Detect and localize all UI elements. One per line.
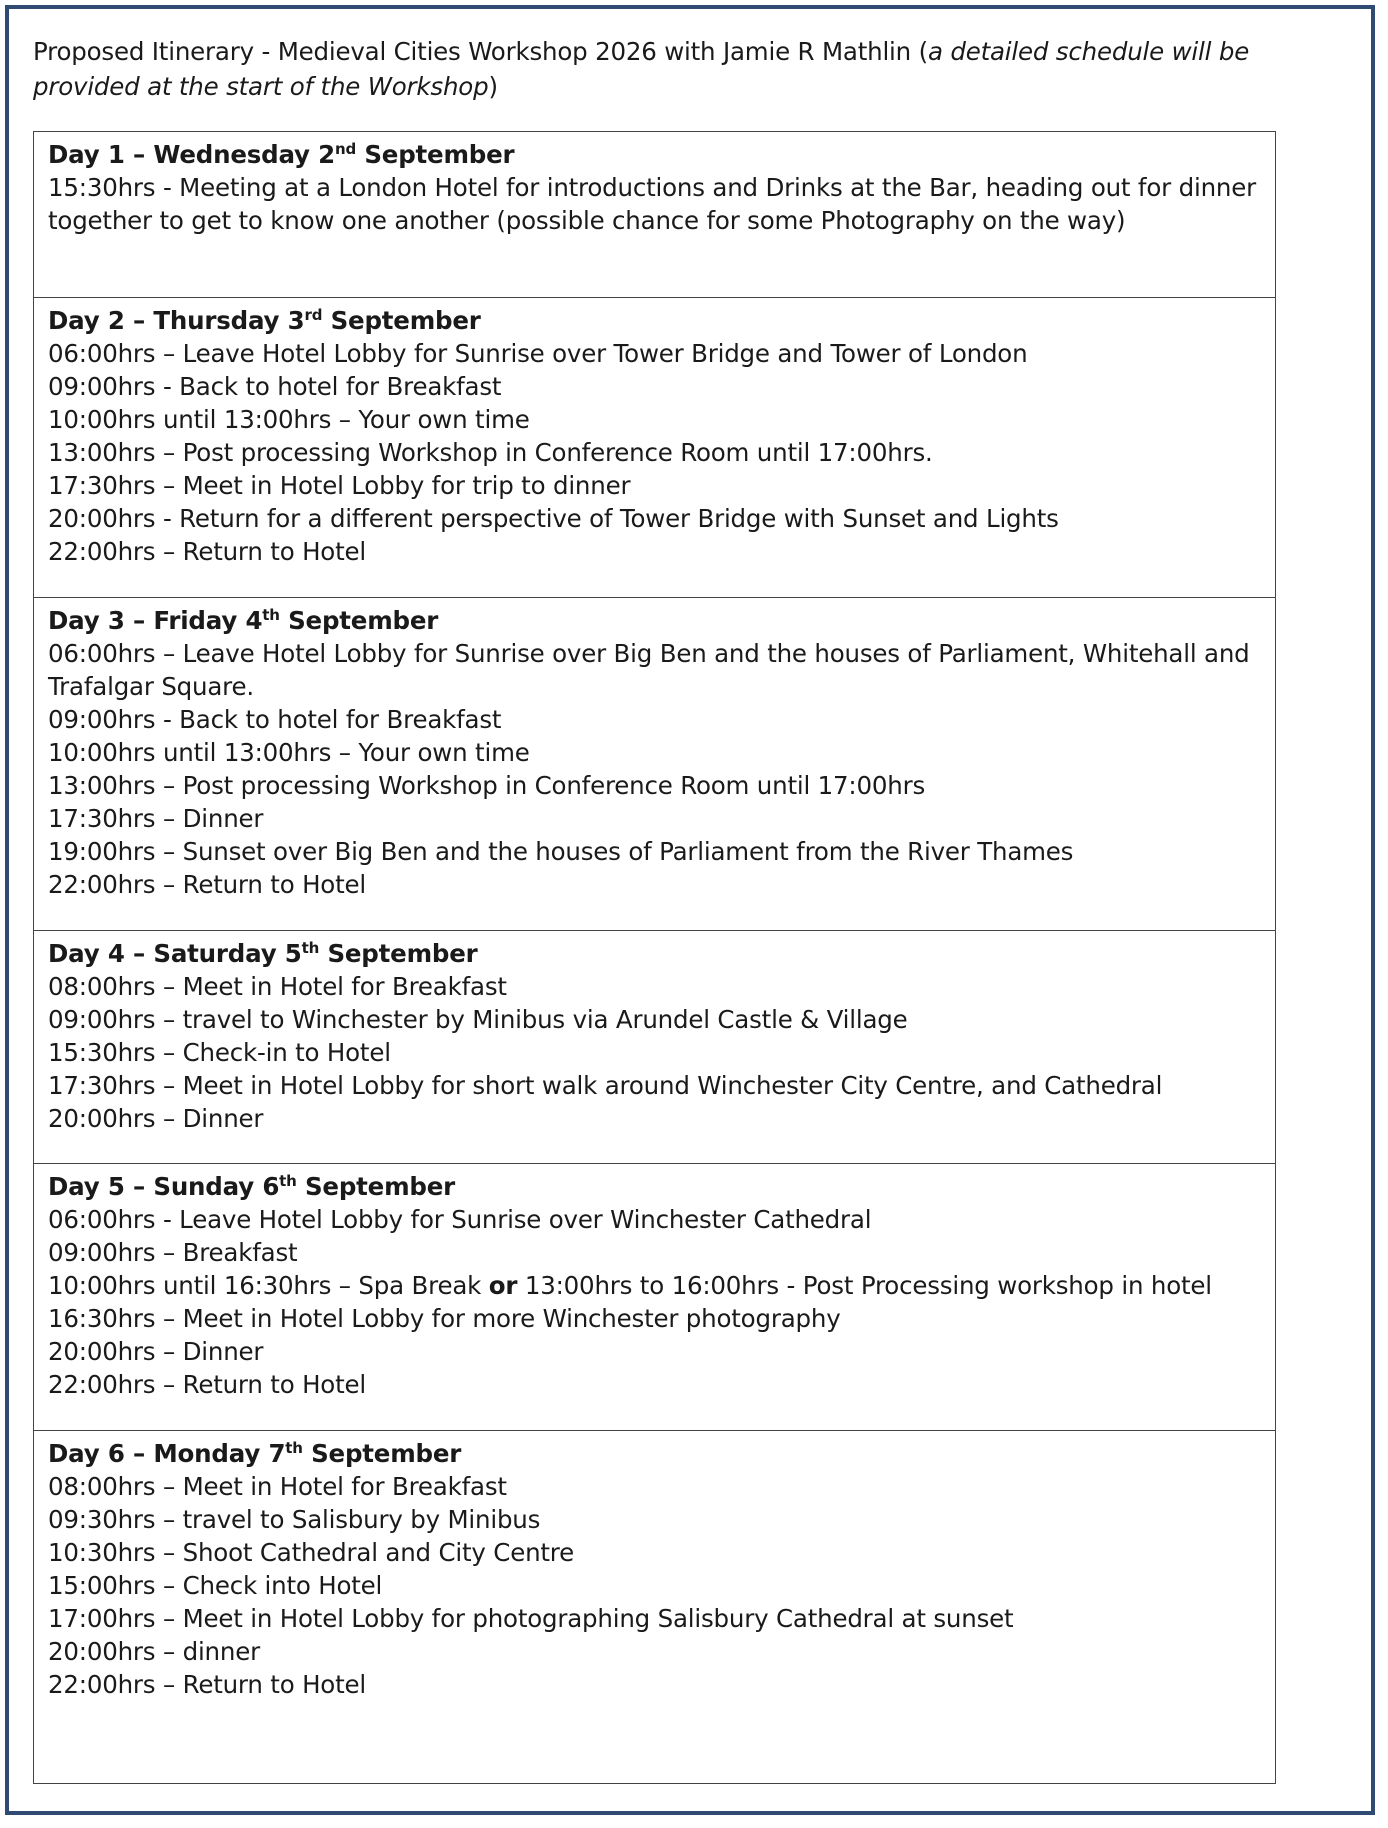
schedule-item: 17:30hrs – Meet in Hotel Lobby for short walk around Winchester City Centre, and Cathedral xyxy=(48,1071,1163,1100)
schedule-item: 22:00hrs – Return to Hotel xyxy=(48,1670,366,1699)
schedule-item: 22:00hrs – Return to Hotel xyxy=(48,537,366,566)
day-title: Day 1 – Wednesday 2nd September xyxy=(48,139,515,169)
intro-main: Proposed Itinerary - Medieval Cities Workshop 2026 with Jamie R Mathlin ( xyxy=(33,37,928,66)
schedule-item: 20:00hrs - Return for a different perspective of Tower Bridge with Sunset and Lights xyxy=(48,504,1059,533)
schedule-item: 17:30hrs – Meet in Hotel Lobby for trip to dinner xyxy=(48,471,631,500)
day-title: Day 3 – Friday 4th September xyxy=(48,605,439,635)
day-block-4 xyxy=(34,931,1275,1164)
intro-note: a detailed schedule will be provided at the start of the Workshop xyxy=(33,37,1250,101)
schedule-item: 13:00hrs – Post processing Workshop in Conference Room until 17:00hrs xyxy=(48,771,926,800)
day-title: Day 6 – Monday 7th September xyxy=(48,1438,462,1468)
day-title: Day 4 – Saturday 5th September xyxy=(48,938,478,968)
schedule-item: 20:00hrs – Dinner xyxy=(48,1104,264,1133)
day-block-1 xyxy=(34,132,1275,298)
schedule-item: 22:00hrs – Return to Hotel xyxy=(48,1370,366,1399)
schedule-item: 20:00hrs – dinner xyxy=(48,1637,260,1666)
schedule-item: 08:00hrs – Meet in Hotel for Breakfast xyxy=(48,1472,507,1501)
schedule-item: 09:00hrs - Back to hotel for Breakfast xyxy=(48,372,502,401)
schedule-item: 10:00hrs until 13:00hrs – Your own time xyxy=(48,405,530,434)
schedule-item: 19:00hrs – Sunset over Big Ben and the houses of Parliament from the River Thames xyxy=(48,837,1074,866)
schedule-item: 09:00hrs – Breakfast xyxy=(48,1238,298,1267)
schedule-item: 17:00hrs – Meet in Hotel Lobby for photographing Salisbury Cathedral at sunset xyxy=(48,1604,1014,1633)
schedule-item: 06:00hrs - Leave Hotel Lobby for Sunrise over Winchester Cathedral xyxy=(48,1205,872,1234)
day-block-6 xyxy=(34,1431,1275,1785)
day-title: Day 2 – Thursday 3rd September xyxy=(48,305,481,335)
day-title: Day 5 – Sunday 6th September xyxy=(48,1171,456,1201)
intro-paragraph xyxy=(33,34,1333,104)
schedule-item: 10:00hrs until 16:30hrs – Spa Break or 13:00hrs to 16:00hrs - Post Processing workshop in hotel xyxy=(48,1271,1212,1300)
schedule-item: 09:30hrs – travel to Salisbury by Minibus xyxy=(48,1505,541,1534)
day-block-3 xyxy=(34,598,1275,931)
itinerary-table xyxy=(33,131,1276,1784)
schedule-item: 15:30hrs – Check-in to Hotel xyxy=(48,1038,391,1067)
schedule-item: 10:00hrs until 13:00hrs – Your own time xyxy=(48,738,530,767)
schedule-item: 10:30hrs – Shoot Cathedral and City Centre xyxy=(48,1538,575,1567)
schedule-item: 06:00hrs – Leave Hotel Lobby for Sunrise over Tower Bridge and Tower of London xyxy=(48,339,1028,368)
or-emphasis: or xyxy=(488,1271,518,1300)
schedule-item: 08:00hrs – Meet in Hotel for Breakfast xyxy=(48,972,507,1001)
schedule-item: 17:30hrs – Dinner xyxy=(48,804,264,833)
day-block-5 xyxy=(34,1164,1275,1431)
schedule-item: 09:00hrs - Back to hotel for Breakfast xyxy=(48,705,502,734)
schedule-item: 20:00hrs – Dinner xyxy=(48,1337,264,1366)
schedule-item: 06:00hrs – Leave Hotel Lobby for Sunrise over Big Ben and the houses of Parliament, Whitehall and Trafalgar Square. xyxy=(48,639,1250,701)
intro-close: ) xyxy=(488,72,498,101)
schedule-item: 15:00hrs – Check into Hotel xyxy=(48,1571,383,1600)
schedule-item: 09:00hrs – travel to Winchester by Minibus via Arundel Castle & Village xyxy=(48,1005,908,1034)
day-block-2 xyxy=(34,298,1275,598)
schedule-item: 15:30hrs - Meeting at a London Hotel for introductions and Drinks at the Bar, heading out for dinner together to get to know one another (possible chance for some Photography on the way) xyxy=(48,173,1256,235)
schedule-item: 13:00hrs – Post processing Workshop in Conference Room until 17:00hrs. xyxy=(48,438,933,467)
schedule-item: 16:30hrs – Meet in Hotel Lobby for more Winchester photography xyxy=(48,1304,841,1333)
schedule-item: 22:00hrs – Return to Hotel xyxy=(48,870,366,899)
